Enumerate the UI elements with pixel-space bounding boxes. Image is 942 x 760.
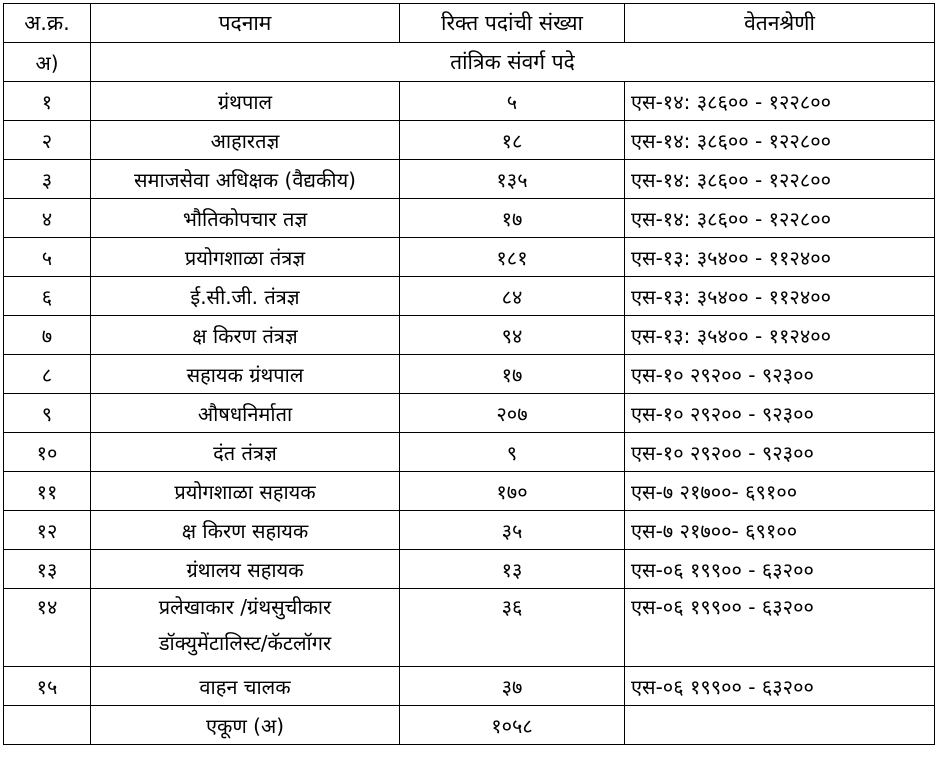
row-designation: आहारतज्ञ bbox=[91, 121, 400, 160]
row-serial: १२ bbox=[4, 511, 91, 550]
table-row bbox=[4, 316, 935, 355]
row-pay-scale: एस-१३: ३५४०० - ११२४०० bbox=[625, 238, 935, 277]
section-code: अ) bbox=[4, 43, 91, 82]
row-vacancies: ३५ bbox=[400, 511, 625, 550]
row-serial: ६ bbox=[4, 277, 91, 316]
row-vacancies: ८४ bbox=[400, 277, 625, 316]
row-vacancies: १३५ bbox=[400, 160, 625, 199]
table-row bbox=[4, 199, 935, 238]
row-vacancies: १८ bbox=[400, 121, 625, 160]
row-pay-scale: एस-१० २९२०० - ९२३०० bbox=[625, 355, 935, 394]
table-row bbox=[4, 82, 935, 121]
row-designation: सहायक ग्रंथपाल bbox=[91, 355, 400, 394]
vacancy-table bbox=[3, 3, 935, 745]
row-pay-scale: एस-७ २१७००- ६९१०० bbox=[625, 472, 935, 511]
total-count: १०५८ bbox=[400, 706, 625, 745]
total-label: एकूण (अ) bbox=[91, 706, 400, 745]
row-serial: १४ bbox=[4, 589, 91, 667]
table-row bbox=[4, 550, 935, 589]
row-designation: प्रयोगशाळा सहायक bbox=[91, 472, 400, 511]
row-designation: क्ष किरण तंत्रज्ञ bbox=[91, 316, 400, 355]
table-row bbox=[4, 667, 935, 706]
row-vacancies: १८१ bbox=[400, 238, 625, 277]
row-vacancies: १७ bbox=[400, 199, 625, 238]
row-serial: ४ bbox=[4, 199, 91, 238]
row-serial: ८ bbox=[4, 355, 91, 394]
row-designation: वाहन चालक bbox=[91, 667, 400, 706]
table-row bbox=[4, 472, 935, 511]
header-pay-scale: वेतनश्रेणी bbox=[625, 4, 935, 43]
row-pay-scale: एस-१४: ३८६०० - १२२८०० bbox=[625, 160, 935, 199]
total-pay-blank bbox=[625, 706, 935, 745]
header-vacancies: रिक्त पदांची संख्या bbox=[400, 4, 625, 43]
row-designation: भौतिकोपचार तज्ञ bbox=[91, 199, 400, 238]
row-designation-line-2: डॉक्युमेंटालिस्ट/कॅटलॉगर bbox=[158, 631, 332, 655]
row-serial: ३ bbox=[4, 160, 91, 199]
row-vacancies: १७० bbox=[400, 472, 625, 511]
row-pay-scale: एस-१४: ३८६०० - १२२८०० bbox=[625, 121, 935, 160]
row-designation-line-1: प्रलेखाकार /ग्रंथसुचीकार bbox=[158, 595, 332, 619]
row-vacancies: ९४ bbox=[400, 316, 625, 355]
table-row bbox=[4, 433, 935, 472]
row-serial: १३ bbox=[4, 550, 91, 589]
row-pay-scale: एस-०६ १९९०० - ६३२०० bbox=[625, 667, 935, 706]
row-designation bbox=[91, 589, 400, 667]
row-serial: ११ bbox=[4, 472, 91, 511]
header-serial: अ.क्र. bbox=[4, 4, 91, 43]
row-pay-scale: एस-१० २९२०० - ९२३०० bbox=[625, 394, 935, 433]
row-pay-scale: एस-१० २९२०० - ९२३०० bbox=[625, 433, 935, 472]
row-vacancies: ९ bbox=[400, 433, 625, 472]
row-pay-scale: एस-७ २१७००- ६९१०० bbox=[625, 511, 935, 550]
row-serial: १५ bbox=[4, 667, 91, 706]
table-row bbox=[4, 589, 935, 667]
row-vacancies: २०७ bbox=[400, 394, 625, 433]
row-pay-scale: एस-०६ १९९०० - ६३२०० bbox=[625, 550, 935, 589]
table-row bbox=[4, 355, 935, 394]
table-row bbox=[4, 160, 935, 199]
row-vacancies: ५ bbox=[400, 82, 625, 121]
row-pay-scale: एस-१३: ३५४०० - ११२४०० bbox=[625, 277, 935, 316]
row-designation: समाजसेवा अधिक्षक (वैद्यकीय) bbox=[91, 160, 400, 199]
row-vacancies: ३६ bbox=[400, 589, 625, 667]
section-title: तांत्रिक संवर्ग पदे bbox=[91, 43, 935, 82]
row-serial: १० bbox=[4, 433, 91, 472]
row-serial: २ bbox=[4, 121, 91, 160]
total-blank bbox=[4, 706, 91, 745]
section-row bbox=[4, 43, 935, 82]
header-designation: पदनाम bbox=[91, 4, 400, 43]
row-designation: क्ष किरण सहायक bbox=[91, 511, 400, 550]
table-row bbox=[4, 121, 935, 160]
table-row bbox=[4, 277, 935, 316]
row-pay-scale: एस-१४: ३८६०० - १२२८०० bbox=[625, 199, 935, 238]
row-designation: ग्रंथपाल bbox=[91, 82, 400, 121]
row-vacancies: १३ bbox=[400, 550, 625, 589]
total-row bbox=[4, 706, 935, 745]
row-designation: दंत तंत्रज्ञ bbox=[91, 433, 400, 472]
row-designation: ई.सी.जी. तंत्रज्ञ bbox=[91, 277, 400, 316]
row-designation: औषधनिर्माता bbox=[91, 394, 400, 433]
row-designation: ग्रंथालय सहायक bbox=[91, 550, 400, 589]
row-serial: ५ bbox=[4, 238, 91, 277]
table-row bbox=[4, 511, 935, 550]
row-serial: १ bbox=[4, 82, 91, 121]
row-serial: ९ bbox=[4, 394, 91, 433]
header-row bbox=[4, 4, 935, 43]
row-pay-scale: एस-१४: ३८६०० - १२२८०० bbox=[625, 82, 935, 121]
row-vacancies: ३७ bbox=[400, 667, 625, 706]
table-row bbox=[4, 394, 935, 433]
row-serial: ७ bbox=[4, 316, 91, 355]
table-row bbox=[4, 238, 935, 277]
row-vacancies: १७ bbox=[400, 355, 625, 394]
row-designation: प्रयोगशाळा तंत्रज्ञ bbox=[91, 238, 400, 277]
row-pay-scale: एस-०६ १९९०० - ६३२०० bbox=[625, 589, 935, 667]
row-pay-scale: एस-१३: ३५४०० - ११२४०० bbox=[625, 316, 935, 355]
